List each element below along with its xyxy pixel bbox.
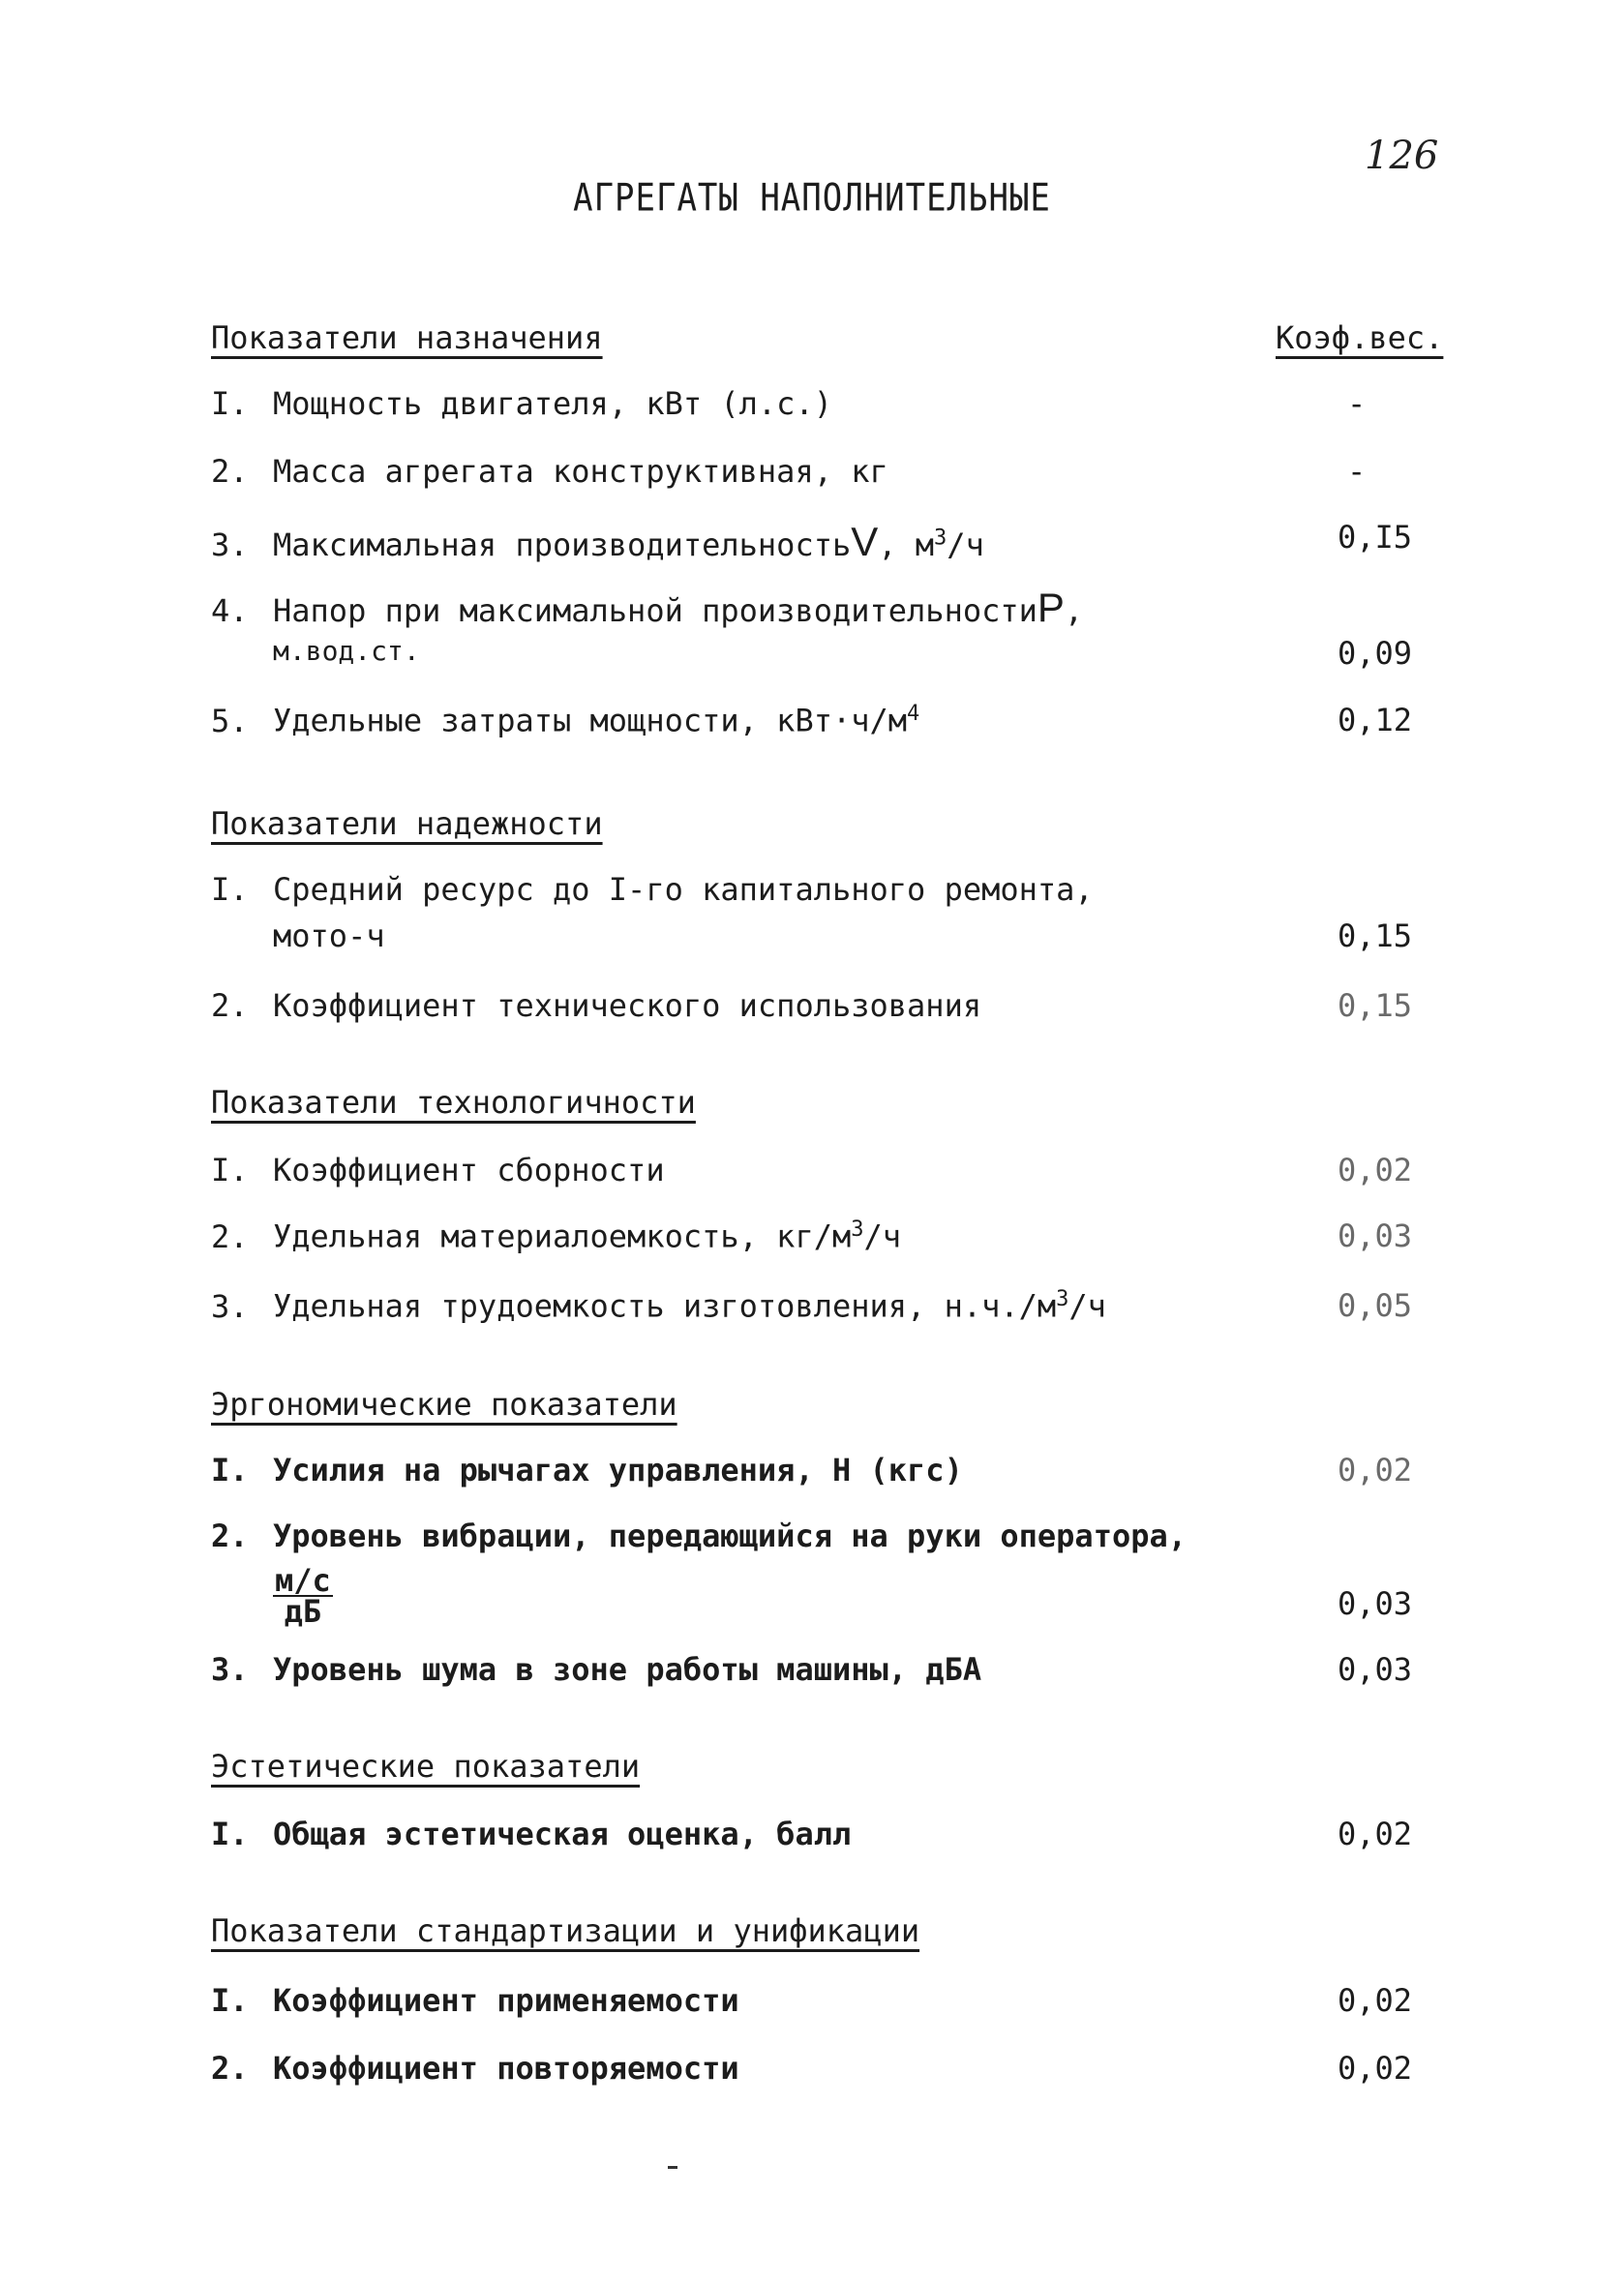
item-value: 0,05: [1338, 1287, 1413, 1324]
list-item: [211, 519, 984, 565]
item-value: 0,I5: [1338, 519, 1413, 556]
item-number: 3.: [211, 526, 249, 563]
item-number: 2.: [211, 1518, 249, 1554]
item-superscript: 3: [934, 526, 947, 551]
coefficient-column-header: Коэф.вес.: [1276, 319, 1444, 356]
list-item: [211, 1651, 981, 1688]
item-text: Коэффициент технического использования: [273, 987, 982, 1024]
item-text: Коэффициент повторяемости: [273, 2050, 739, 2087]
list-item: [211, 1518, 1187, 1554]
item-value: 0,02: [1338, 1452, 1413, 1488]
item-continuation: м.вод.ст.: [273, 635, 420, 667]
item-unit: , м: [878, 526, 935, 563]
scan-mark: [668, 2166, 677, 2169]
item-text: Масса агрегата конструктивная, кг: [273, 453, 888, 490]
item-number: I.: [211, 1816, 249, 1852]
section-heading-ergonomics: Эргономические показатели: [211, 1386, 677, 1423]
item-symbol: V: [851, 519, 879, 564]
item-superscript: 3: [851, 1218, 864, 1242]
item-number: 5.: [211, 702, 249, 739]
item-text: Напор при максимальной производительности: [273, 592, 1038, 629]
item-text: Уровень шума в зоне работы машины, дБА: [273, 1651, 982, 1688]
list-item: [211, 1287, 1106, 1325]
item-tail: /ч: [947, 526, 984, 563]
item-tail: /ч: [1068, 1287, 1106, 1325]
item-text: Удельная трудоемкость изготовления, н.ч./м: [273, 1287, 1057, 1325]
list-item: [211, 1218, 901, 1255]
document-title: АГРЕГАТЫ НАПОЛНИТЕЛЬНЫЕ: [573, 176, 1051, 221]
item-text: Коэффициент применяемости: [273, 1982, 739, 2019]
item-value: 0,02: [1338, 1152, 1413, 1188]
item-value: 0,02: [1338, 2050, 1413, 2087]
item-number: I.: [211, 385, 249, 422]
item-superscript: 4: [907, 702, 920, 726]
item-number: I.: [211, 1982, 249, 2019]
list-item: [211, 987, 981, 1024]
item-tail: /ч: [863, 1218, 902, 1255]
list-item: [211, 702, 919, 739]
item-value: 0,12: [1338, 702, 1413, 738]
item-value: 0,03: [1338, 1651, 1413, 1688]
item-text: Мощность двигателя, кВт (л.с.): [273, 385, 832, 422]
list-item: [211, 1452, 963, 1488]
section-heading-manufacturability: Показатели технологичности: [211, 1084, 696, 1121]
item-number: 2.: [211, 987, 249, 1024]
item-value: -: [1347, 453, 1367, 490]
item-number: 4.: [211, 592, 249, 629]
item-tail: ,: [1064, 592, 1084, 629]
item-text: Средний ресурс до I-го капитального ремонта,: [273, 871, 1094, 908]
item-number: 2.: [211, 1218, 249, 1255]
item-value: 0,02: [1338, 1816, 1413, 1852]
list-item: [211, 585, 1083, 631]
item-number: 3.: [211, 1287, 249, 1325]
item-text: Максимальная производительность: [273, 526, 852, 563]
list-item: [211, 385, 832, 422]
list-item: [211, 453, 888, 490]
section-heading-standardization: Показатели стандартизации и унификации: [211, 1912, 920, 1949]
item-continuation: мото-ч: [273, 917, 385, 954]
item-number: I.: [211, 1452, 249, 1488]
item-text: Коэффициент сборности: [273, 1152, 665, 1188]
list-item: [211, 1982, 739, 2019]
item-value: -: [1347, 385, 1367, 422]
item-value: 0,03: [1338, 1218, 1413, 1254]
item-text: Уровень вибрации, передающийся на руки оператора,: [273, 1518, 1188, 1554]
section-heading-aesthetics: Эстетические показатели: [211, 1748, 641, 1785]
page-number: 126: [1365, 134, 1439, 178]
unit-fraction: [273, 1562, 333, 1630]
item-number: 2.: [211, 453, 249, 490]
section-heading-reliability: Показатели надежности: [211, 805, 603, 842]
list-item: [211, 1152, 665, 1188]
item-text: Общая эстетическая оценка, балл: [273, 1816, 852, 1852]
item-text: Усилия на рычагах управления, Н (кгс): [273, 1452, 963, 1488]
item-number: I.: [211, 1152, 249, 1188]
list-item: [211, 1816, 851, 1852]
fraction-numerator: м/с: [275, 1562, 331, 1599]
item-value: 0,15: [1338, 917, 1413, 954]
section-heading-purpose: Показатели назначения: [211, 319, 603, 356]
item-text: Удельные затраты мощности, кВт·ч/м: [273, 702, 908, 739]
item-value: 0,02: [1338, 1982, 1413, 2019]
item-value: 0,03: [1338, 1585, 1413, 1622]
item-symbol: P: [1037, 585, 1065, 630]
item-number: 2.: [211, 2050, 249, 2087]
list-item: [211, 2050, 739, 2087]
list-item: [211, 871, 1094, 908]
item-text: Удельная материалоемкость, кг/м: [273, 1218, 852, 1255]
item-number: I.: [211, 871, 249, 908]
item-superscript: 3: [1056, 1287, 1069, 1311]
fraction-denominator: дБ: [284, 1593, 322, 1630]
item-value: 0,15: [1338, 987, 1413, 1024]
item-number: 3.: [211, 1651, 249, 1688]
item-value: 0,09: [1338, 635, 1413, 672]
